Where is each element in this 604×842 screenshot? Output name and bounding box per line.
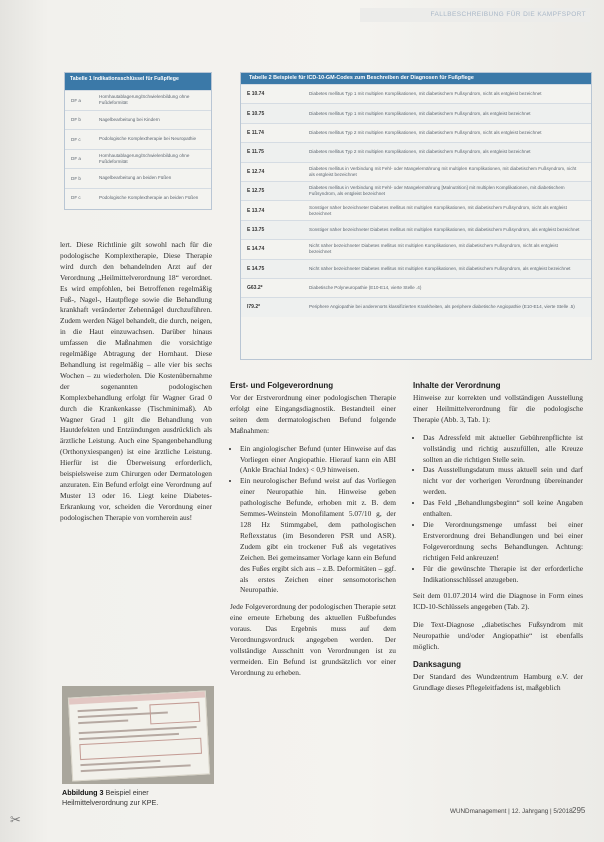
code-cell: I79.2* — [247, 304, 261, 311]
description-cell: Diabetes mellitus in Verbindung mit Fehl- oder Mangelernährung [Malnutrition] mit multiplen Komplikationen, mit diabetischem Fußsyndrom, als entgleist bezeichnet — [309, 185, 565, 197]
table-row — [65, 168, 211, 188]
middle-text-column — [230, 381, 396, 686]
figure-caption-label: Abbildung 3 — [62, 788, 104, 797]
code-cell: E 11.75 — [247, 149, 264, 156]
table-row — [241, 84, 591, 103]
prescription-form-image — [68, 690, 210, 781]
code-cell: DF c — [71, 195, 81, 201]
table-2-body — [241, 84, 591, 317]
left-text-column — [60, 240, 212, 531]
code-cell: E 10.74 — [247, 91, 265, 98]
description-cell: Diabetes mellitus in Verbindung mit Fehl- oder Mangelernährung mit multiplen Komplikationen, mit diabetischem Fußsyndrom, nicht als entgleist bezeichnet — [309, 165, 577, 177]
description-cell: Sonstiger näher bezeichneter Diabetes mellitus mit multiplen Komplikationen, mit diabetischem Fußsyndrom, nicht als entgleist bezeichnet — [309, 204, 567, 216]
table-row — [241, 200, 591, 219]
middle-paragraph-1: Vor der Erstverordnung einer podologischen Therapie erfolgt eine Eingangsdiagnostik. Bestandteil einer seiten dem dermatologischen Befund folgende Maßnahmen: — [230, 393, 396, 435]
right-bullet-list — [413, 433, 583, 586]
description-cell: Diabetes mellitus Typ 1 mit multiplen Komplikationen, mit diabetischem Fußsyndrom, als entgleist bezeichnet — [309, 110, 531, 116]
description-cell: Hornhautablagerung/Schwielenbildung ohne Fußdeformität — [99, 152, 190, 164]
code-cell: E 13.75 — [247, 226, 265, 233]
list-item: • Die Verordnungsmenge umfasst bei einer Erstverordnung drei Behandlungen und bei einer Folgeverordnung sechs Behandlungen. Achtung: richtigen Feld ankreuzen! — [423, 520, 583, 564]
table-row — [241, 142, 591, 161]
code-cell: E 12.74 — [247, 168, 265, 175]
table-row — [241, 259, 591, 278]
right-paragraph-3: Die Text-Diagnose „diabetisches Fußsyndrom mit Neuropathie und/oder Angiopathie“ ist ebenfalls möglich. — [413, 620, 583, 652]
description-cell: Podologische Komplextherapie an beiden Füßen — [99, 194, 199, 200]
list-item: • Ein neurologischer Befund weist auf das Vorliegen einer Neuropathie hin. Hinweise geben pathologische Befunde, erhoben mit z. B. dem Semmes-Weinstein Monofilament 5.07/10 g, der 128 Hz Stimmgabel, dem pathologischen Reflexstatus (im Besonderen PSR und ASR). Zudem gibt ein trockener Fuß als vegetatives Zeichen. Bei gemeinsamer Vorlage kann ein Befund des Fußes ergibt sich aus – z.B. Deformitäten – ggf. als erstes Zeichen einer sensomotorischen Neuropathie. — [240, 476, 396, 596]
list-item: • Das Adressfeld mit aktueller Gebührenpflichte ist vollständig und richtig auszufüllen, alle Kreuze sollten an die richtigen Stelle sein. — [423, 433, 583, 466]
description-cell: Hornhautablagerung/Schwielenbildung ohne Fußdeformität — [99, 94, 190, 106]
table-row — [65, 90, 211, 110]
description-cell: Periphere Angiopathie bei anderenorts klassifizierten Krankheiten, als periphere diabetische Angiopathie (E10-E14, vierte Stelle .5) — [309, 304, 575, 310]
code-cell: E 12.75 — [247, 188, 265, 195]
table-1-title: Tabelle 1 Indikationsschlüssel für Fußpflege — [65, 73, 211, 90]
left-paragraph: lert. Diese Richtlinie gilt sowohl nach für die podologische Komplextherapie, Diese Therapie wird durch den behandelnden Arzt auf der Verordnung „Heilmittelverordnung 18“ verordnet. Es wird empfohlen, bei Betroffenen regelmäßig Fuß-, Nagel-, Hautpflege sowie die Behandlung krankhaft veränderter Zehennägel durchzuführen. Zudem werden Nägel behandelt, die durch, neigen, in die Haut einzuwachsen. Darüber hinaus umfassen die Maßnahmen die vorsichtige regelmäßige Abtragung der Hornhaut. Diese Behandlung ist regelmäßig – alle vier bis sechs Wochen – zu wiederholen. Die Kostenübernahme der sogenannten podologischen Komplexbehandlung erfolgt für Wagner Grad 0 durch die Krankenkasse (Tischminimaß). Ab Wagner Grad 1 gilt die Behandlung von Hautdefekten und Entzündungen ausdrücklich als ärztliche Leistung. Auch eine Spangenbehandlung (Orthonyxiespangen) ist eine ärztliche Leistung. Hierfür ist die Überweisung erforderlich, beispielsweise zum Chirurgen oder Dermatologen anzuraten. Ein Befund erfolgt eine Verordnung auf Muster 13 oder 16. Liegt keine Diabetes-Erkrankung vor, scheiden die Verordnung einer podologischen Therapie von vornherein aus! — [60, 240, 212, 522]
description-cell: Diabetes mellitus Typ 2 mit multiplen Komplikationen, mit diabetischem Fußsyndrom, nicht als entgleist bezeichnet — [309, 129, 542, 135]
table-row — [241, 181, 591, 200]
table-row — [241, 239, 591, 258]
description-cell: Nagelbearbeitung an beiden Füßen — [99, 175, 172, 181]
table-row — [241, 220, 591, 239]
description-cell: Nicht näher bezeichneter Diabetes mellitus mit multiplen Komplikationen, mit diabetischem Fußsyndrom, als entgleist bezeichnet — [309, 265, 571, 271]
figure-prescription-form — [62, 686, 214, 784]
heading-danksagung: Danksagung — [413, 659, 462, 669]
description-cell: Nagelbearbeitung bei Kindern — [99, 116, 160, 122]
page-number: 295 — [572, 806, 586, 815]
table-row — [241, 278, 591, 297]
table-row — [65, 149, 211, 169]
code-cell: E 11.74 — [247, 129, 264, 136]
description-cell: Diabetes mellitus Typ 1 mit multiplen Komplikationen, mit diabetischem Fußsyndrom, nicht als entgleist bezeichnet — [309, 91, 542, 97]
figure-caption-text: Beispiel einer Heilmittelverordnung zur KPE. — [62, 788, 159, 807]
list-item: • Das Feld „Behandlungsbeginn“ soll keine Angaben enthalten. — [423, 498, 583, 520]
right-text-column — [413, 381, 583, 701]
table-row — [65, 129, 211, 149]
description-cell: Sonstiger näher bezeichneter Diabetes mellitus mit multiplen Komplikationen, mit diabetischem Fußsyndrom, als entgleist bezeichnet — [309, 226, 580, 232]
heading-inhalte-verordnung: Inhalte der Verordnung — [413, 381, 501, 390]
scissors-icon: ✂ — [10, 812, 21, 827]
code-cell: DF b — [71, 175, 81, 181]
list-item: • Für die gewünschte Therapie ist der erforderliche Indikationsschlüssel anzugeben. — [423, 564, 583, 586]
right-paragraph-2: Seit dem 01.07.2014 wird die Diagnose in Form eines ICD-10-Schlüssels angegeben (Tab. 2). — [413, 591, 583, 612]
figure-caption — [62, 788, 214, 807]
code-cell: E 13.74 — [247, 207, 265, 214]
description-cell: Podologische Komplextherapie bei Neuropathie — [99, 136, 197, 142]
running-header: FALLBESCHREIBUNG FÜR DIE KAMPFSPORT — [360, 8, 590, 22]
table-row — [65, 188, 211, 208]
description-cell: Nicht näher bezeichneter Diabetes mellitus mit multiplen Komplikationen, mit diabetischem Fußsyndrom, nicht als entgleist bezeichnet — [309, 243, 558, 255]
code-cell: DF b — [71, 117, 81, 123]
heading-erst-folgeverordnung: Erst- und Folgeverordnung — [230, 381, 334, 390]
code-cell: DF a — [71, 97, 81, 103]
table-2-title: Tabelle 2 Beispiele für ICD-10-GM-Codes zum Beschreiben der Diagnosen für Fußpflege — [241, 73, 591, 84]
code-cell: E 10.75 — [247, 110, 265, 117]
table-2 — [240, 72, 592, 360]
code-cell: E 14.74 — [247, 246, 265, 253]
table-row — [65, 110, 211, 130]
code-cell: DF c — [71, 136, 81, 142]
right-paragraph-4: Der Standard des Wundzentrum Hamburg e.V. der Grundlage dieses Pflegeleitfadens ist, maßgeblich — [413, 671, 583, 692]
code-cell: DF a — [71, 156, 81, 162]
table-1-body — [65, 90, 211, 207]
journal-footer: WUNDmanagement | 12. Jahrgang | 5/2018 — [450, 808, 573, 815]
table-row — [241, 123, 591, 142]
middle-paragraph-2: Jede Folgeverordnung der podologischen Therapie setzt eine erneute Erhebung des aktuellen Fußbefundes voraus. Das Ergebnis muss auf dem Verordnungsvordruck angegeben werden. Der vollständige Ausschnitt von Verordnungen ist zu vermeiden. Ein Befund ist grundsätzlich vor einer Verordnung zu erheben. — [230, 602, 396, 677]
code-cell: G63.2* — [247, 285, 263, 292]
description-cell: Diabetes mellitus Typ 2 mit multiplen Komplikationen, mit diabetischem Fußsyndrom, als entgleist bezeichnet — [309, 149, 531, 155]
list-item: • Ein angiologischer Befund (unter Hinweise auf das Vorliegen einer Angiopathie. Hierauf kann ein ABI (Ankle Brachial Index) < 0,9 hinweisen. — [240, 444, 396, 477]
list-item: • Das Ausstellungsdatum muss aktuell sein und darf nicht vor der vorherigen Verordnung übereinander werden. — [423, 465, 583, 498]
right-paragraph-1: Hinweise zur korrekten und vollständigen Ausstellung einer Heilmittelverordnung für die podologische Therapie (Abb. 3, Tab. 1): — [413, 393, 583, 424]
table-row — [241, 162, 591, 181]
middle-bullet-list — [230, 444, 396, 597]
table-1 — [64, 72, 212, 210]
code-cell: E 14.75 — [247, 265, 265, 272]
description-cell: Diabetische Polyneuropathie (E10-E14, vierte Stelle .4) — [309, 285, 422, 291]
table-row — [241, 103, 591, 122]
table-row — [241, 297, 591, 316]
